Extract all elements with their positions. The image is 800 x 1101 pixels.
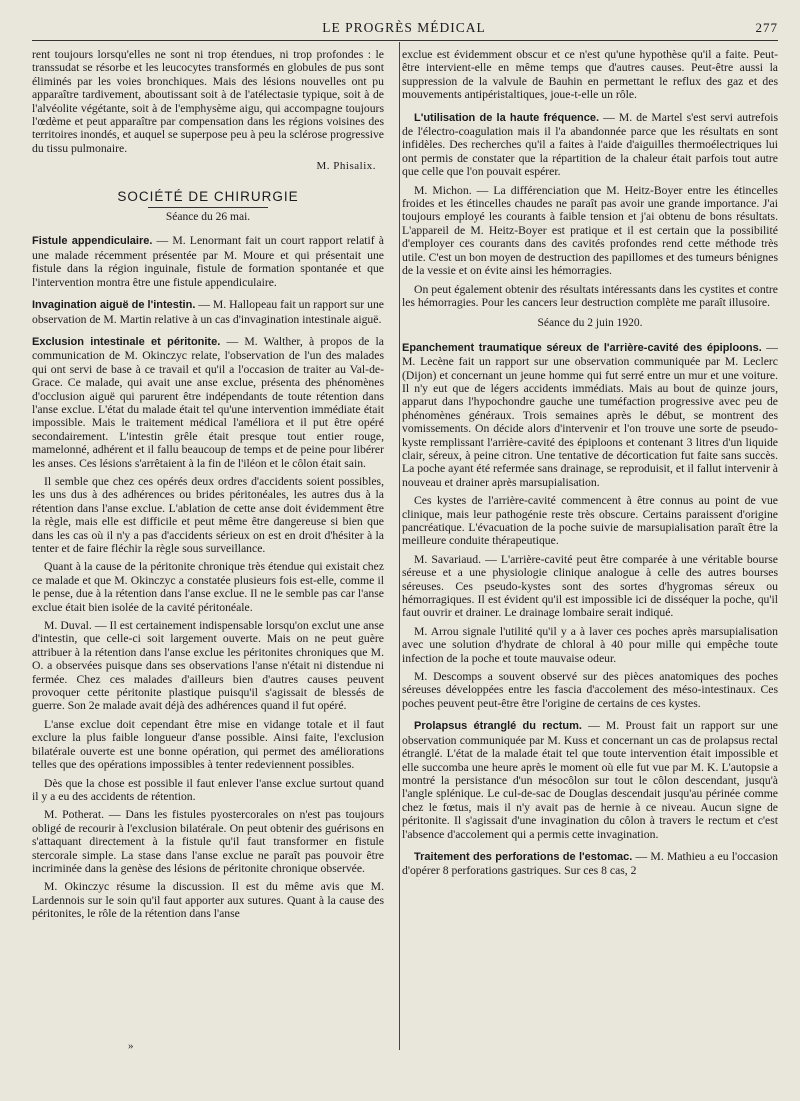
article-heading: Fistule appendiculaire. — [32, 235, 153, 248]
paragraph: M. Arrou signale l'utilité qu'il y a à laver ces poches après marsupialisation avec une solution d'hydrate de chloral à 40 pour mille qui empêche toute infection de la poche et toute mauvaise odeur. — [402, 624, 778, 665]
article-epanchement — [402, 341, 778, 489]
article-exclusion — [32, 335, 384, 470]
session-date: Séance du 26 mai. — [165, 211, 251, 224]
page-number: 277 — [755, 20, 778, 35]
paragraph: Il semble que chez ces opérés deux ordres d'accidents soient possibles, les uns dus à des adhérences ou brides péritonéales, les autres dus à la rétention dans l'anse exclue. L'ablation de cette anse doit évidemment être la règle, mais elle est difficile et peut même être dangereuse si bien que dans les cas où il n'y a pas d'accidents sérieux on est en droit d'hésiter à la tenter et de faire fléchir la règle sous surveillance. — [32, 474, 384, 555]
society-title-rule — [148, 207, 268, 208]
article-text: — M. Lecène fait un rapport sur une observation communiquée par M. Leclerc (Dijon) et concernant un jeune homme qui fut serré entre un mur et une voiture. Il n'y eut que de légers accidents immédiats. Mais au bout de quinze jours, apparut dans l'hypochondre gauche une tuméfaction progressive avec peu de phénomènes généraux. Trois semaines après le début, se montrent des vomissements. On décide alors d'intervenir et l'on trouve une sorte de pseudo-kyste remplissant l'arrière-cavité des épiploons et contenant 3 litres d'un liquide clair, séreux, à peine citron. Une tentative de décortication fut faite sans succès. La poche ayant été refermée sans drainage, se reproduisit, et il fallut intervenir à nouveau et drainer après marsupialisation. — [402, 340, 778, 489]
column-divider — [399, 42, 400, 1050]
paragraph: Dès que la chose est possible il faut enlever l'anse exclue surtout quand il y a eu des accidents de rétention. — [32, 776, 384, 803]
paragraph: M. Duval. — Il est certainement indispensable lorsqu'on exclut une anse d'intestin, que celle-ci soit largement ouverte. Mais on ne peut guère attribuer à la rétention dans l'anse exclue les péritonites chroniques que M. O. a observées puisque dans ses observations l'anse n'était ni distendue ni fermée. Chez ces malades d'ailleurs bien d'autres causes peuvent provoquer cette péritonite plastique puisqu'il s'agissait de blessés de guerre. Son 2e malade avait déjà des adhérences quand il fut opéré. — [32, 619, 384, 713]
printer-mark: » — [128, 1040, 134, 1052]
running-header — [30, 20, 778, 38]
article-heading: Traitement des perforations de l'estomac. — [414, 850, 633, 863]
author-signature: M. Phisalix. — [316, 160, 376, 173]
article-text: — M. Mathieu a eu l'occasion d'opérer 8 perforations gastriques. Sur ces 8 cas, 2 — [402, 849, 778, 878]
header-rule — [32, 40, 778, 41]
left-column — [32, 48, 384, 926]
article-heading: Exclusion intestinale et péritonite. — [32, 335, 221, 348]
paragraph: M. Savariaud. — L'arrière-cavité peut être comparée à une véritable bourse séreuse et a une physiologie clinique analogue à celle des autres bourses séreuses. Ces pseudo-kystes sont des sortes d'hygromas séreux ou hémorragiques. Il est évident qu'il est impossible ici de disséquer la poche, qu'il faut ouvrir et drainer. Le drainage lombaire serait indiqué. — [402, 552, 778, 620]
paragraph: M. Descomps a souvent observé sur des pièces anatomiques des poches séreuses développées entre les fascia d'accolement des méso-intestinaux. Ces poches peuvent peut-être être l'origine de certains de ces kystes. — [402, 670, 778, 710]
article-heading: Epanchement traumatique séreux de l'arrière-cavité des épiploons. — [402, 341, 762, 354]
article-heading: Invagination aiguë de l'intestin. — [32, 299, 196, 312]
paragraph: On peut également obtenir des résultats intéressants dans les cystites et contre les hémorragies. Pour les cancers leur destruction complète me paraît illusoire. — [402, 282, 778, 309]
article-text: — M. Lenormant fait un court rapport relatif à une malade récemment présentée par M. Moure et qui présentait une fistule dans la région inguinale, fistule de formation spontanée et que l'intervention montra être une fistule appendiculaire. — [32, 234, 384, 289]
paragraph: Quant à la cause de la péritonite chronique très étendue qui existait chez ce malade et que M. Okinczyc a constatée plusieurs fois est-elle, comme il le pense, due à la rétention dans l'anse exclue. Il ne le semble pas car l'anse exclue était bien isolée de la cavité péritonéale. — [32, 560, 384, 614]
paragraph: M. Potherat. — Dans les fistules pyostercorales on n'est pas toujours obligé de recourir à l'exclusion bilatérale. On peut obtenir des guérisons en s'attaquant directement à la fistule qu'il faut transformer en fistule stercorale simple. La stase dans l'anse exclue ne paraît pas pouvoir être incriminée dans la genèse des lésions de péritonite chronique observée. — [32, 808, 384, 875]
right-column — [402, 48, 778, 883]
article-heading: Prolapsus étranglé du rectum. — [414, 720, 582, 733]
session-date: Séance du 2 juin 1920. — [537, 317, 643, 330]
opening-paragraph: rent toujours lorsqu'elles ne sont ni trop étendues, ni trop profondes : le transsudat se résorbe et les leucocytes transformés en globules de pus sont éliminés par les voies bronchiques. Mais des lésions nouvelles ont pu apparaître tardivement, aboutissant soit à de l'atélectasie typique, soit à de l'alvéolite végétante, soit à de l'emphysème aigu, qui accompagne toujours l'œdème et peut apparaître par compensation dans les régions voisines des territoires inondés, et auquel se superpose peu à peu la sclérose progressive du tissu pulmonaire. — [32, 48, 384, 155]
article-text: — M. Walther, à propos de la communication de M. Okinczyc relate, l'observation de l'un des malades qui ont servi de base à ce travail et qu'il a l'occasion de traiter au Val-de-Grace. Ce malade, qui avait une anse exclue, présenta des phénomènes d'occlusion aiguë qui parurent être indépendants de toute rétention dans l'anse exclue. L'état du malade était tel qu'une intervention immédiate était impossible. Mais le traitement médical l'améliora et il put être opéré secondairement. L'intestin grêle était presque tout entier rouge, mamelonné, adhérent et il fallu beaucoup de temps et de peine pour libérer les anses. Ces lésions s'arrêtaient à la fin de l'iléon et le côlon était sain. — [32, 334, 384, 470]
article-text: — M. Hallopeau fait un rapport sur une observation de M. Martin relative à un cas d'invagination intestinale aiguë. — [32, 298, 384, 326]
article-text: — M. Proust fait un rapport sur une observation communiquée par M. Kuss et concernant un cas de prolapsus rectal étranglé. L'état de la malade était tel que toute intervention était impossible et elle succomba une heure après le moment où elle fut vue par M. K. L'autopsie a montré la persistance d'un mésocôlon sur tout le côlon descendant, jusqu'à l'angle splénique. Le cul-de-sac de Douglas descendait jusqu'au périnée comme chez le fœtus, mais il n'y avait pas de hernie à ce niveau. Aucun signe de péritonite. Il s'agissait d'une invagination du côlon à travers le rectum et c'est l'absence d'accolement qui a permis cette invagination. — [402, 719, 778, 841]
society-title: SOCIÉTÉ DE CHIRURGIE — [117, 188, 299, 204]
paragraph: M. Michon. — La différenciation que M. Heitz-Boyer entre les étincelles froides et les étincelles chaudes ne paraît pas avoir une grande importance. J'ai toujours employé les courants à faible tension et j'ai obtenu de bons résultats. L'appareil de M. Heitz-Boyer est pratique et il est certain que la possibilité d'employer ces courants dans des cavités profondes rend cette méthode très utile. C'est un bon moyen de destruction des papillomes et des tumeurs bénignes de la vessie et on évite ainsi les hémorragies. — [402, 183, 778, 278]
article-fistule — [32, 234, 384, 289]
paragraph: M. Okinczyc résume la discussion. Il est du même avis que M. Lardennois sur le soin qu'il faut apporter aux sutures. Quant à la cause des péritonites, le rôle de la rétention dans l'anse — [32, 880, 384, 921]
article-invagination — [32, 298, 384, 326]
article-text: — M. de Martel s'est servi autrefois de l'électro-coagulation mais il l'a abandonnée parce que les résultats en sont infidèles. Des recherches qu'il a faites à l'aide d'aiguilles thermoélectriques lui ont permis de constater que la répartition de la chaleur était parfois tout autre que celle que l'on pouvait espérer. — [402, 110, 778, 179]
article-perforations — [402, 850, 778, 878]
paragraph: Ces kystes de l'arrière-cavité commencent à être connus au point de vue clinique, mais leur pathogénie reste très obscure. Certains paraissent d'origine pancréatique. L'évacuation de la poche suivie de marsupialisation paraît être la meilleure conduite thérapeutique. — [402, 494, 778, 548]
article-haute-frequence — [402, 111, 778, 179]
opening-paragraph: exclue est évidemment obscur et ce n'est qu'une hypothèse qu'il a faite. Peut-être intervient-elle en même temps que d'autres causes. Peut-être aussi la suppression de la valvule de Bauhin en permettant le reflux des gaz et des mouvements antipéristaltiques, joue-t-elle un rôle. — [402, 48, 778, 102]
journal-title: LE PROGRÈS MÉDICAL — [322, 20, 486, 35]
article-heading: L'utilisation de la haute fréquence. — [414, 111, 600, 124]
paragraph: L'anse exclue doit cependant être mise en vidange totale et il faut exclure la plus faible longueur d'anse possible. Ainsi faite, l'exclusion bilatérale ouverte est une bonne opération, qui permet des améliorations telles que des opérations impossibles à tenter redeviennent possibles. — [32, 717, 384, 772]
article-prolapsus — [402, 719, 778, 841]
